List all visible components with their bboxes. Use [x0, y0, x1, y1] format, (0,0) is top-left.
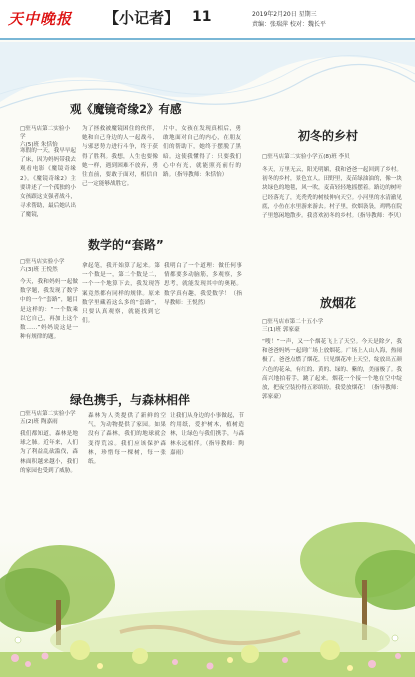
masthead	[0, 0, 415, 38]
byline-author: 六(3)班 王悦然	[20, 267, 58, 273]
header-rule	[0, 38, 415, 40]
article-body-col: “嗖！”一声，又一个烟花飞上了天空。今天是除夕，我和爸爸妈妈一起到广场上放烟花。广场上人山人海，热闹极了。爸爸点燃了烟花，只见烟花冲上天空，绽放出五颜六色的花朵，有红的、黄的、绿的、紫的，美丽极了。我高兴地拍着手，跳了起来。烟花一个接一个地在空中绽放，把夜空装扮得五彩缤纷。我爱放烟花！（指导教师：郭家豪）	[262, 339, 402, 401]
date-line: 2019年2月20日 星期三	[252, 11, 317, 18]
page-number: 11	[192, 9, 212, 25]
article-byline	[20, 258, 76, 274]
article-byline: □驻马店第二实验小学五(8)班 李贝	[262, 154, 350, 160]
article-byline	[20, 125, 75, 149]
article-title: 初冬的乡村	[298, 129, 359, 143]
article-body-col: 我们都知道，森林是地球之肺。近年来，人们为了利益乱砍滥伐，森林面积越来越小，我们的家园也受到了威胁。	[20, 431, 78, 474]
section-title: 【小记者】	[104, 9, 180, 27]
article-byline	[20, 410, 76, 426]
byline-school: □驻马店实验小学	[20, 259, 65, 265]
staff-line: 责编：张瑞萍 校对：魏长平	[252, 21, 326, 28]
byline-school: □驻马店第二实验小学	[20, 126, 71, 140]
article-body-col: 为了拯救被魔镜困住的伙伴，她和自己身边的人一起战斗，与邪恶势力进行斗争，终于获得了胜利。我想，人生也要像她一样，遇到困难不放弃，勇往直前，要敢于面对，相信自己一定能够战胜它。	[82, 126, 158, 188]
article-body-col: 寒假的一天，我早早起了床，因为妈妈带我去观看电影《魔镜奇缘2》。《魔镜奇缘2》主要讲述了一个孤独的小女孩跟这支强者战斗，寻求帮助，最后她认出了魔镜，	[20, 148, 76, 219]
wave-decoration	[0, 42, 415, 112]
byline-school: □驻马店市第二十五小学	[262, 319, 324, 325]
byline-author: 六(5)班 朱恬怡	[20, 142, 58, 148]
newspaper-logo: 天中晚报	[8, 10, 73, 28]
byline-author: 三(1)班 郭家豪	[262, 327, 300, 333]
byline-author: 五(2)班 陶嘉雨	[20, 419, 58, 425]
article-body-col: 我明白了一个道理：做任何事情都要多动脑筋，多观察，多思考，就能发现其中的奥秘。数学真有趣，我爱数学！（指导教师：王悦然）	[164, 263, 242, 306]
article-body-col: 今天，我和妈妈一起做数学题，我发现了数学中的一个“套路”，题目是这样的：“一个数乘以它自己，再加上这个数……”妈妈说这是一种有规律的题。	[20, 279, 78, 341]
article-byline	[262, 318, 402, 334]
byline-school: □驻马店第二实验小学	[20, 411, 76, 417]
article-body-col: 冬天，万里无云，阳光明媚，我和爸爸一起回到了乡村。初冬的乡村，景色宜人。田野里，麦苗绿油油的，像一块块绿色的地毯，风一吹，麦苗轻轻地摇摆着。路边的树叶已经落光了，光秃秃的树枝伸向天空。小河里的水清澈见底，小鱼在水里游来游去。村子里，炊烟袅袅，鸡鸭在院子里悠闲地散步。我喜欢初冬的乡村。（指导教师：李贝）	[262, 167, 405, 220]
garden-illustration	[0, 540, 415, 677]
article-title: 观《魔镜奇缘2》有感	[70, 102, 182, 116]
article-title: 绿色携手，与森林相伴	[70, 393, 191, 407]
article-title: 放烟花	[320, 296, 357, 310]
article-title: 数学的“套路”	[88, 238, 164, 252]
article-body-col: 让我们从身边的小事做起，节约用纸，爱护树木，植树造林，让绿色与我们携手，与森林永远相伴。（指导教师：陶嘉雨）	[170, 413, 244, 456]
article-body-col: 片中，女孩在发现真相后，勇敢地面对自己的内心，在朋友们的帮助下，她终于摆脱了黑暗。这使我懂得了：只要我们心中有光，就能照亮前行的路。（指导教师：朱恬怡）	[163, 126, 241, 179]
article-body-col: 拿起笔，我开始算了起来。第一个数是一，第二个数是二，一个一个地算下去，我发现答案竟然都有同样的规律。原来数学里藏着这么多的“套路”，只要认真观察，就能找到它们。	[82, 263, 160, 325]
article-body-col: 森林为人类提供了新鲜的空气，为动物提供了家园。如果没有了森林，我们的地球就会变得荒凉。我们应该保护森林，珍惜每一棵树，每一张纸。	[88, 413, 166, 466]
